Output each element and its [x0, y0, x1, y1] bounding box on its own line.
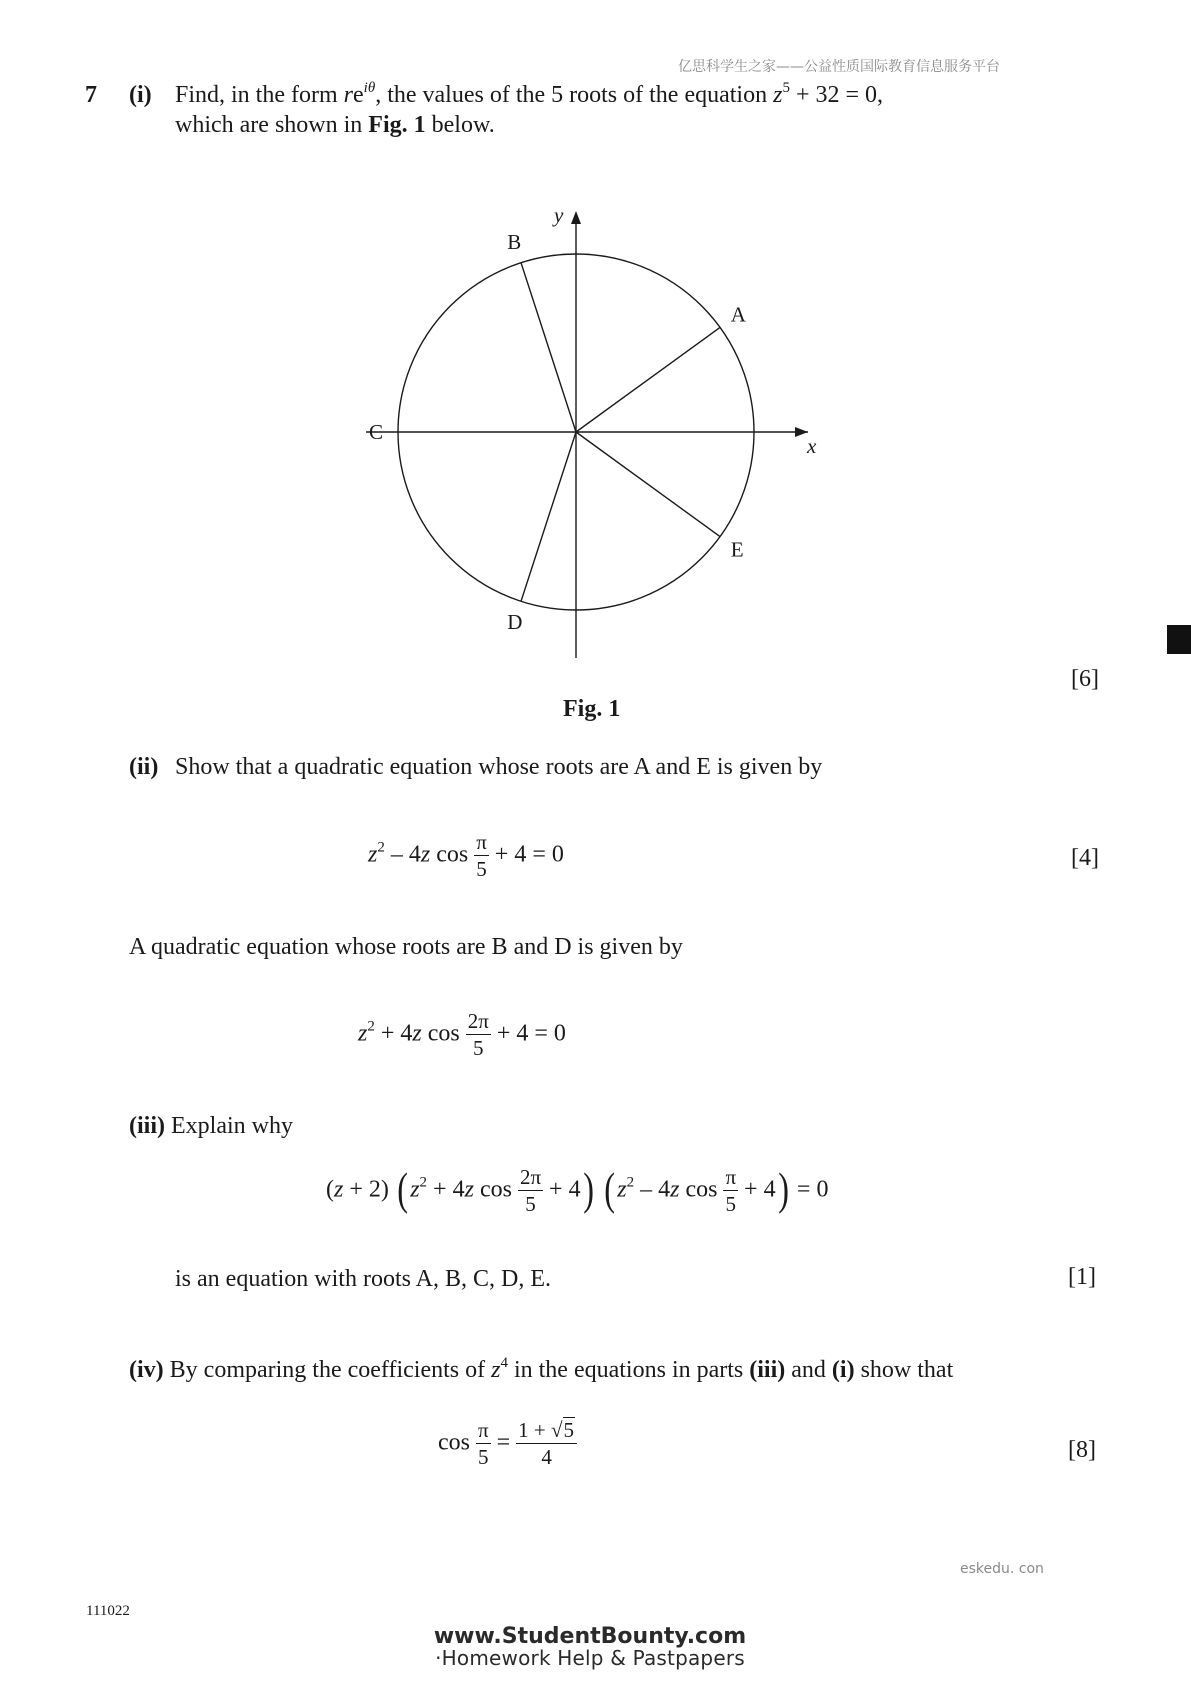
- eq-iv-rhs-fraction: [516, 1420, 577, 1468]
- eq-ae-op: – 4: [384, 841, 421, 868]
- eq-bd-z: z: [358, 1020, 368, 1047]
- eq-ae-rhs: + 4 = 0: [488, 841, 564, 868]
- part-iii-line: [129, 1113, 293, 1140]
- eq-ae-frac-num: π: [476, 830, 487, 854]
- eq-ae-cos: cos: [430, 841, 475, 868]
- page-margin-block: [1167, 625, 1191, 654]
- eq-ae-frac-den: 5: [476, 857, 487, 881]
- eq-bd-frac-den: 5: [473, 1036, 484, 1060]
- part-iv-label: (iv): [129, 1357, 164, 1383]
- part-iv-ref-i: (i): [831, 1357, 855, 1383]
- part-ii-label: (ii): [129, 754, 159, 780]
- eq-f1-op: + 4: [427, 1176, 465, 1203]
- eq-f2-fraction: [723, 1167, 738, 1215]
- part-i-label: (i): [129, 82, 152, 108]
- mark-part-ii: [4]: [1071, 845, 1099, 871]
- eq-bd-fraction: [466, 1011, 491, 1059]
- part-iii-text: Explain why: [165, 1113, 293, 1139]
- eq-f1-tail: + 4: [543, 1176, 581, 1203]
- eq-f1-frac-num: 2π: [519, 1165, 542, 1189]
- eq-bd-op: + 4: [374, 1020, 413, 1047]
- equation-z: z: [773, 82, 783, 108]
- point-label-c: C: [369, 420, 384, 444]
- axis-x-label: x: [807, 434, 817, 458]
- eq-ae-z2: z: [420, 841, 431, 868]
- bd-text: A quadratic equation whose roots are B and D is given by: [129, 934, 683, 960]
- equation-bd: [358, 1011, 566, 1059]
- footer-watermark: eskedu. con: [960, 1561, 1044, 1577]
- eq-iv-rhs-num: [516, 1420, 577, 1444]
- part-iv-text-post: show that: [854, 1357, 954, 1383]
- eq-p1-open: (: [326, 1176, 334, 1203]
- eq-f1-cos: cos: [473, 1176, 518, 1203]
- spoke-d: [521, 432, 576, 601]
- part-i-text-mid: , the values of the 5 roots of the equation: [375, 82, 774, 108]
- eq-bd-rhs: + 4 = 0: [490, 1020, 566, 1047]
- point-label-a: A: [730, 302, 746, 327]
- eq-iv-lhs-fraction: [476, 1420, 491, 1468]
- eq-p1-rest: + 2): [343, 1176, 395, 1203]
- eq-iv-equals: =: [496, 1429, 511, 1456]
- part-i-line2-pre: which are shown in: [175, 112, 369, 138]
- figure-argand-diagram: [340, 195, 840, 665]
- equation-cos-result: [438, 1420, 577, 1468]
- point-label-d: D: [507, 610, 523, 635]
- equation-ae: [368, 832, 564, 880]
- equation-rest: + 32 = 0,: [789, 82, 884, 108]
- part-i-line2-post: below.: [425, 112, 495, 138]
- eq-ae-exp: 2: [377, 839, 385, 856]
- mark-part-iii: [1]: [1068, 1264, 1096, 1290]
- eq-iv-cos: cos: [438, 1429, 470, 1456]
- part-i-line-1: [175, 82, 883, 109]
- spoke-a: [576, 327, 720, 432]
- eq-product-rhs: = 0: [790, 1176, 829, 1203]
- eq-f1-fraction: [518, 1167, 543, 1215]
- footer-logo: [430, 1626, 750, 1668]
- spoke-b: [521, 263, 576, 432]
- eq-f1-z2: z: [464, 1176, 474, 1203]
- eq-iv-rhs-num-pre: 1 +: [518, 1418, 551, 1442]
- eq-f2-op: – 4: [634, 1176, 671, 1203]
- eq-f2-z2: z: [670, 1176, 680, 1203]
- eq-iv-radicand: 5: [563, 1418, 575, 1442]
- equation-exponent: 5: [782, 80, 790, 96]
- eq-f2-frac-num: π: [725, 1165, 737, 1189]
- spoke-e: [576, 432, 720, 537]
- mark-part-i: [6]: [1071, 666, 1099, 692]
- header-watermark: 亿思科学生之家——公益性质国际教育信息服务平台: [678, 59, 1000, 75]
- part-iv-ref-iii: (iii): [749, 1357, 786, 1383]
- eq-f2-cos: cos: [679, 1176, 724, 1203]
- axis-y-label: y: [554, 203, 564, 227]
- eq-f1-z: z: [410, 1176, 420, 1203]
- eq-p1-z: z: [334, 1176, 344, 1203]
- point-label-e: E: [730, 537, 744, 562]
- eq-bd-z2: z: [412, 1020, 422, 1047]
- eq-iv-lhs-den: 5: [478, 1445, 489, 1469]
- part-iii-conclusion: is an equation with roots A, B, C, D, E.: [175, 1266, 551, 1292]
- eq-iv-lhs-num: π: [478, 1418, 489, 1442]
- y-axis-arrowhead: [571, 211, 581, 224]
- eq-f1-frac-den: 5: [525, 1192, 536, 1216]
- part-i-line-2: [175, 112, 495, 139]
- part-iv-line: [129, 1357, 953, 1384]
- eq-iv-rhs-den: 4: [541, 1445, 552, 1469]
- eq-f2-frac-den: 5: [725, 1192, 736, 1216]
- footer-logo-line-1: www.StudentBounty.com: [433, 1624, 747, 1649]
- form-r: r: [343, 82, 353, 108]
- eq-ae-z: z: [368, 841, 378, 868]
- footer-logo-line-2: ·Homework Help & Pastpapers: [435, 1646, 745, 1670]
- eq-ae-fraction: [474, 832, 489, 880]
- eq-f1-exp: 2: [419, 1174, 428, 1191]
- form-exponent: iθ: [363, 80, 376, 96]
- part-i-fig-ref: Fig. 1: [368, 112, 426, 138]
- eq-bd-cos: cos: [421, 1020, 466, 1047]
- eq-f2-exp: 2: [626, 1174, 635, 1191]
- point-label-b: B: [507, 229, 522, 254]
- part-ii-text: Show that a quadratic equation whose roots are A and E is given by: [175, 754, 823, 780]
- part-iv-z: z: [491, 1357, 501, 1383]
- equation-full-product: (z + 2) ($z^2 + 4z$ cos $\frac{2\pi}{5}$ + 4) ($z^2 - 4z$ cos $\frac{\pi}{5}$ + 4) = 0: [326, 1162, 829, 1216]
- eq-bd-exp: 2: [367, 1018, 375, 1035]
- figure-caption: Fig. 1: [563, 696, 621, 722]
- mark-part-iv: [8]: [1068, 1437, 1096, 1463]
- part-i-text-pre: Find, in the form: [175, 82, 344, 108]
- eq-bd-frac-num: 2π: [467, 1009, 489, 1033]
- part-iii-label: (iii): [129, 1113, 165, 1139]
- form-e: e: [353, 82, 364, 108]
- sqrt-sign: √5: [551, 1418, 575, 1442]
- part-iv-z-exp: 4: [500, 1355, 508, 1371]
- page-code: 111022: [86, 1603, 130, 1619]
- part-iv-text-mid: in the equations in parts: [507, 1357, 750, 1383]
- part-iv-text-and: and: [785, 1357, 832, 1383]
- eq-f2-z: z: [617, 1176, 627, 1203]
- eq-f2-tail: + 4: [738, 1176, 776, 1203]
- question-number: 7: [85, 82, 97, 108]
- part-iv-text-pre: By comparing the coefficients of: [163, 1357, 492, 1383]
